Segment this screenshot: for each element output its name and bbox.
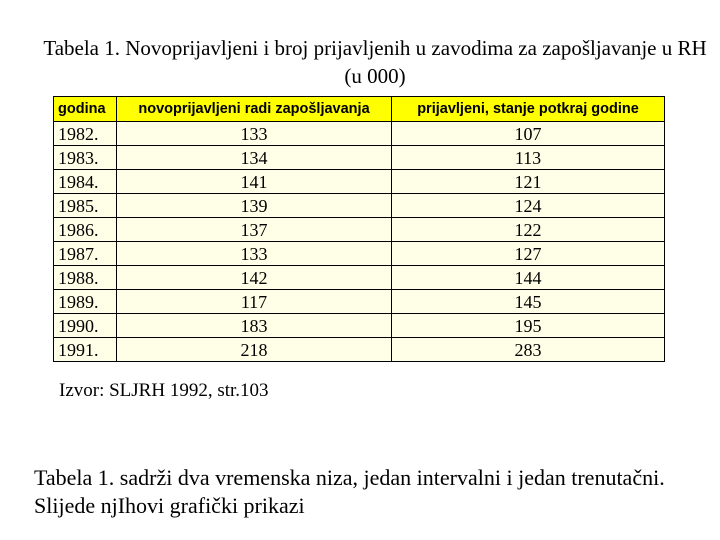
table-title [30,34,720,90]
cell-registered: 113 [392,146,665,170]
cell-new: 133 [117,122,392,146]
table-row [54,218,665,242]
table-row [54,146,665,170]
cell-year: 1986. [54,218,117,242]
cell-new: 142 [117,266,392,290]
header-novoprijavljeni: novoprijavljeni radi zapošljavanja [117,97,392,122]
cell-year: 1991. [54,338,117,362]
table-row [54,242,665,266]
cell-year: 1989. [54,290,117,314]
data-table [53,96,665,362]
cell-registered: 145 [392,290,665,314]
cell-registered: 122 [392,218,665,242]
cell-registered: 195 [392,314,665,338]
table-title-line1: Tabela 1. Novoprijavljeni i broj prijavljenih u zavodima za zapošljavanje u RH [43,36,707,60]
cell-year: 1982. [54,122,117,146]
table-row [54,170,665,194]
table-header-row [54,97,665,122]
cell-new: 137 [117,218,392,242]
caption-text: Tabela 1. sadrži dva vremenska niza, jedan intervalni i jedan trenutačni. Slijede njIhovi grafički prikazi [34,465,665,518]
cell-new: 218 [117,338,392,362]
table-row [54,194,665,218]
cell-new: 133 [117,242,392,266]
cell-year: 1983. [54,146,117,170]
cell-new: 139 [117,194,392,218]
table-row [54,266,665,290]
header-prijavljeni: prijavljeni, stanje potkraj godine [392,97,665,122]
cell-registered: 283 [392,338,665,362]
table-row [54,314,665,338]
cell-year: 1988. [54,266,117,290]
table-row [54,338,665,362]
source-note: Izvor: SLJRH 1992, str.103 [59,380,269,401]
cell-new: 141 [117,170,392,194]
table-row [54,122,665,146]
cell-year: 1984. [54,170,117,194]
cell-registered: 124 [392,194,665,218]
cell-year: 1990. [54,314,117,338]
table-title-line2: (u 000) [344,64,406,88]
cell-new: 183 [117,314,392,338]
cell-new: 117 [117,290,392,314]
table-row [54,290,665,314]
cell-year: 1985. [54,194,117,218]
cell-registered: 144 [392,266,665,290]
cell-year: 1987. [54,242,117,266]
cell-registered: 127 [392,242,665,266]
header-godina: godina [54,97,117,122]
cell-new: 134 [117,146,392,170]
cell-registered: 121 [392,170,665,194]
cell-registered: 107 [392,122,665,146]
